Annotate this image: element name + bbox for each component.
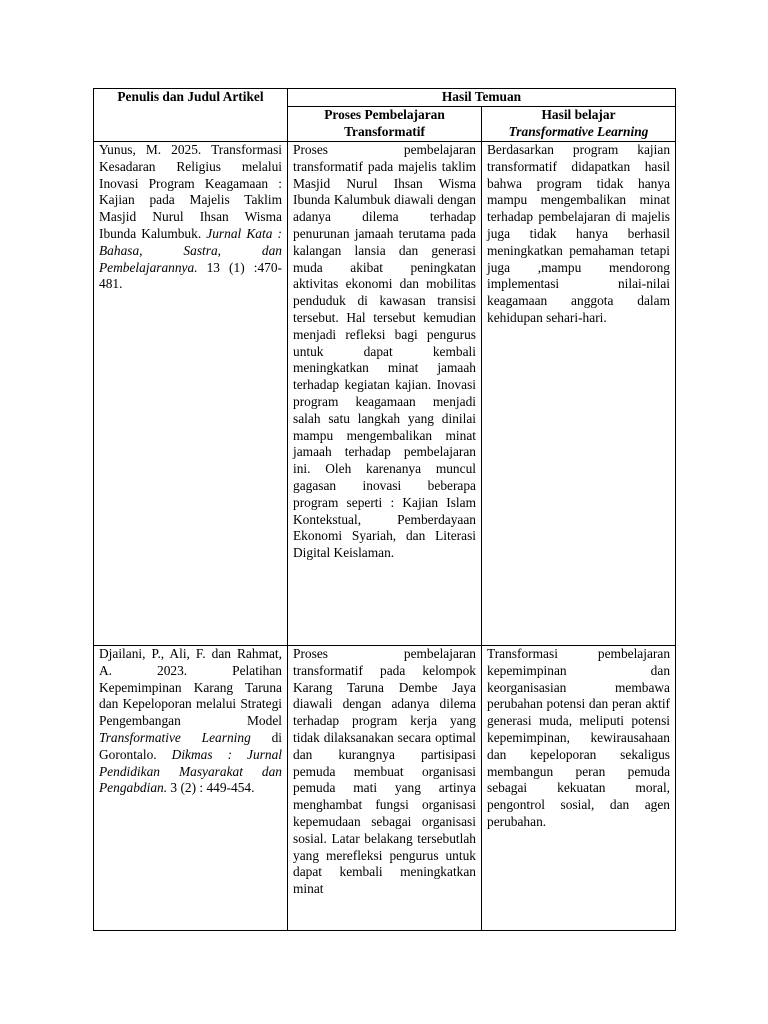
header-learning-result-line1: Hasil belajar	[541, 107, 616, 122]
findings-table	[93, 88, 676, 931]
result-cell: Berdasarkan program kajian transformatif didapatkan hasil bahwa program tidak hanya mampu mengembalikan minat terhadap pembelajaran di majelis juga tidak hanya berhasil meningkatkan pemahaman tetapi juga ,mampu mendorong implementasi nilai-nilai keagamaan anggota dalam kehidupan sehari-hari.	[482, 142, 676, 646]
table-row	[94, 142, 676, 646]
reference-location: di Gorontalo.	[99, 729, 282, 762]
result-cell: Transformasi pembelajaran kepemimpinan dan keorganisasian membawa perubahan potensi dan peran aktif generasi muda, meliputi potensi kepemimpinan, kewirausahaan dan kepeloporan sekaligus membangun peran pemuda sebagai kekuatan moral, pengontrol sosial, dan agen perubahan.	[482, 646, 676, 931]
reference-cell	[94, 646, 288, 931]
table-row	[94, 646, 676, 931]
journal-name: Dikmas : Jurnal Pendidikan Masyarakat dan Pengabdian.	[99, 746, 282, 796]
header-learning-result-line2: Transformative Learning	[508, 123, 649, 139]
process-cell: Proses pembelajaran transformatif pada majelis taklim Masjid Nurul Ihsan Wisma Ibunda Kalumbuk diawali dengan adanya dilema terhadap penurunan jamaah terutama pada kalangan lansia dan generasi muda akibat peningkatan aktivitas ekonomi dan mobilitas penduduk di kawasan transisi tersebut. Hal tersebut kemudian menjadi refleksi bagi pengurus untuk dapat kembali meningkatkan minat jamaah terhadap kegiatan kajian. Inovasi program keagamaan menjadi salah satu langkah yang dinilai mampu mengembalikan minat jamaah terhadap pembelajaran ini. Oleh karenanya muncul gagasan inovasi beberapa program seperti : Kajian Islam Kontekstual, Pemberdayaan Ekonomi Syariah, dan Literasi Digital Keislaman.	[288, 142, 482, 646]
header-findings: Hasil Temuan	[288, 89, 676, 107]
reference-text: Djailani, P., Ali, F. dan Rahmat, A. 2023. Pelatihan Kepemimpinan Karang Taruna dan Kepeloporan melalui Strategi Pengembangan Model	[99, 646, 282, 729]
reference-volume: 3 (2) : 449-454.	[167, 780, 255, 796]
model-name: Transformative Learning	[99, 729, 251, 745]
header-row	[94, 89, 676, 107]
reference-text: Yunus, M. 2025. Transformasi Kesadaran Religius melalui Inovasi Program Keagamaan : Kajian pada Majelis Taklim Masjid Nurul Ihsan Wisma Ibunda Kalumbuk.	[99, 142, 282, 241]
header-author-title: Penulis dan Judul Artikel	[94, 89, 288, 142]
header-process: Proses Pembelajaran Transformatif	[288, 107, 482, 142]
journal-name: Jurnal Kata : Bahasa, Sastra, dan Pembelajarannya.	[99, 225, 282, 275]
process-cell: Proses pembelajaran transformatif pada kelompok Karang Taruna Dembe Jaya diawali dengan adanya dilema terhadap program kerja yang tidak dilaksanakan secara optimal dan kurangnya partisipasi pemuda membuat organisasi pemuda mati yang artinya menghambat fungsi organisasi kepemudaan sebagai organisasi sosial. Latar belakang tersebutlah yang merefleksi pengurus untuk dapat kembali meningkatkan minat	[288, 646, 482, 931]
reference-volume: 13 (1) :470-481.	[99, 259, 282, 292]
header-learning-result	[482, 107, 676, 142]
reference-cell	[94, 142, 288, 646]
